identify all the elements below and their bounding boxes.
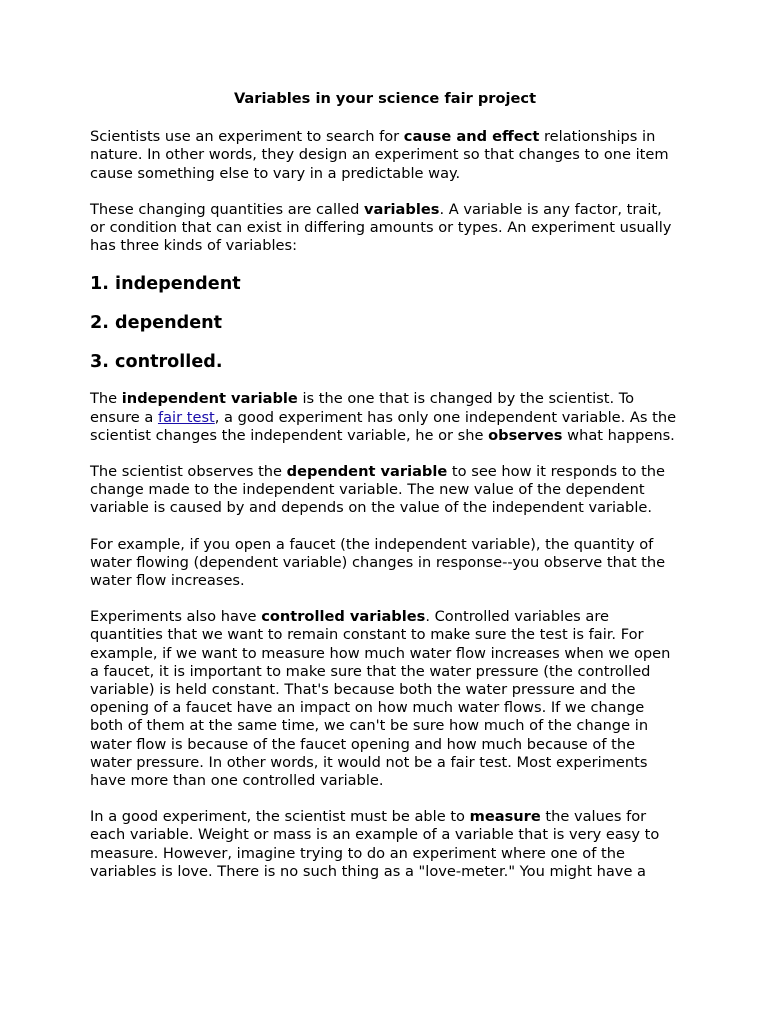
text-run: what happens. [562,426,675,444]
bold-term: independent variable [121,390,298,408]
bold-term: controlled variables [261,608,426,626]
document-page [90,90,680,899]
paragraph-controlled [90,608,680,790]
text-run: The [90,390,122,408]
text-run: relationships in nature. In other words, they design an experiment so that changes to one item cause something else to vary in a predictable way. [90,128,669,182]
paragraph-faucet-example: For example, if you open a faucet (the independent variable), the quantity of water flowing (dependent variable) changes in response--you observe that the water flow increases. [90,535,666,590]
heading-dependent: 2. dependent [90,313,223,334]
paragraph-dependent [90,463,680,518]
paragraph-independent [90,390,680,445]
text-run: These changing quantities are called [90,200,364,218]
fair-test-link[interactable]: fair test [157,408,215,426]
bold-term: cause and effect [403,128,540,146]
heading-independent: 1. independent [90,274,241,295]
text-run: The scientist observes the [90,463,287,481]
text-run: to see how it responds to the change made to the independent variable. The new value of the dependent variable is caused by and depends on the value of the independent variable. [90,463,666,517]
text-run: , a good experiment has only one independent variable. As the scientist changes the independent variable, he or she [90,408,677,444]
bold-term: dependent variable [286,463,448,481]
paragraph-intro [90,128,680,183]
document-title: Variables in your science fair project [233,90,537,107]
bold-term: variables [363,200,440,218]
heading-controlled: 3. controlled. [90,352,223,373]
text-run: In a good experiment, the scientist must be able to [90,808,470,826]
text-run: the values for each variable. Weight or mass is an example of a variable that is very easy to measure. However, imagine trying to do an experiment where one of the variables is love. There is no such thing as a "love-meter." You might have a [90,808,660,880]
text-run: is the one that is changed by the scientist. To ensure a [90,390,635,426]
bold-term: measure [469,808,541,826]
paragraph-measure [90,808,680,881]
paragraph-variables [90,201,680,256]
bold-term: observes [488,426,563,444]
text-run: . Controlled variables are quantities that we want to remain constant to make sure the test is fair. For example, if we want to measure how much water flow increases when we open a faucet, it is important to make sure that the water pressure (the controlled variable) is held constant. That's because both the water pressure and the opening of a faucet have an impact on how much water flows. If we change both of them at the same time, we can't be sure how much of the change in water flow is because of the faucet opening and how much because of the water pressure. In other words, it would not be a fair test. Most experiments have more than one controlled variable. [90,608,671,790]
text-run: Scientists use an experiment to search for [90,128,404,146]
text-run: Experiments also have [90,608,262,626]
text-run: . A variable is any factor, trait, or condition that can exist in differing amounts or types. An experiment usually has three kinds of variables: [90,200,672,255]
